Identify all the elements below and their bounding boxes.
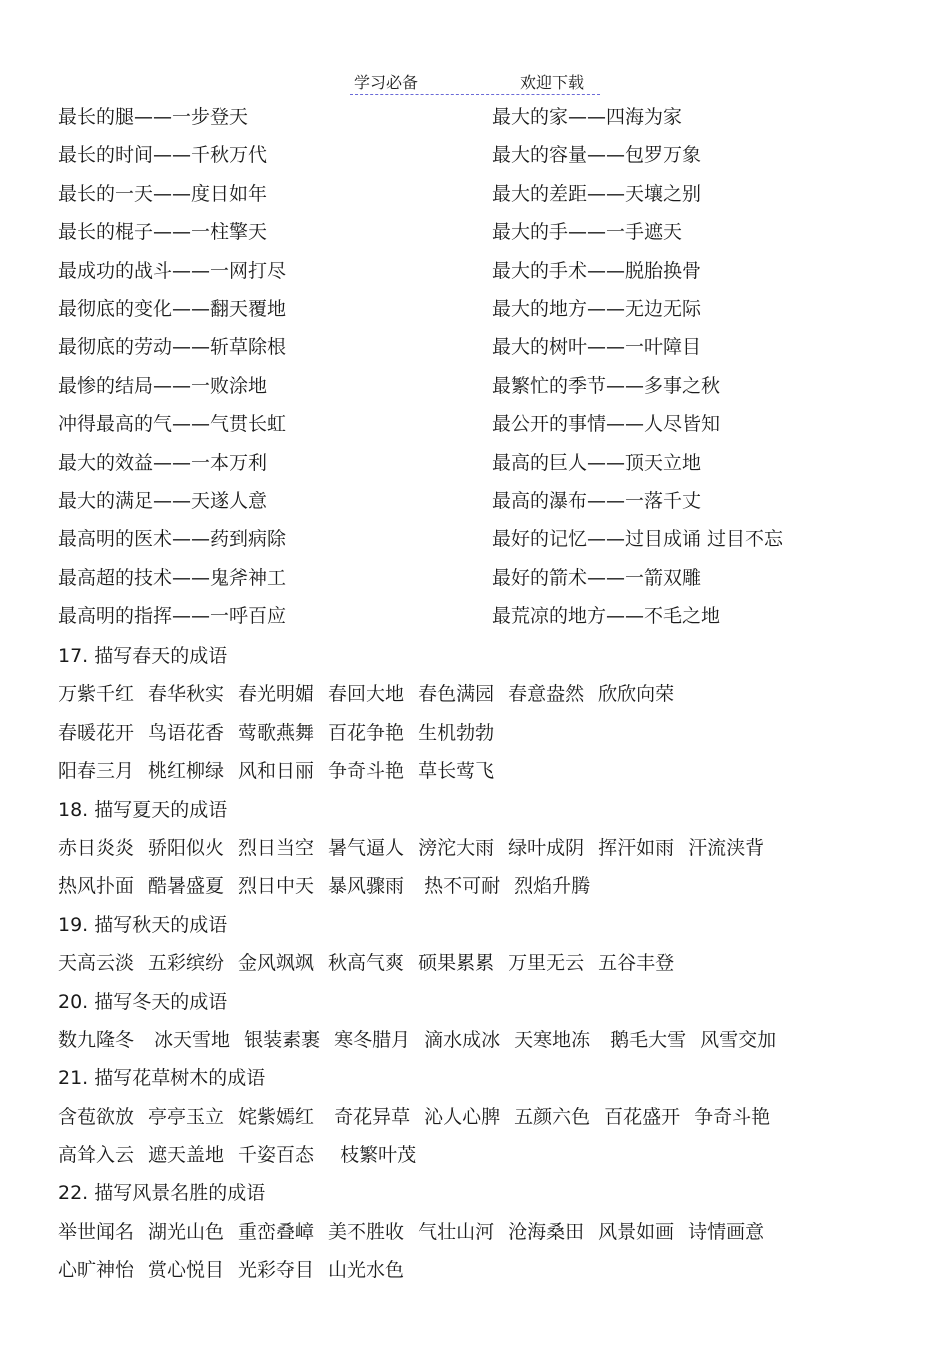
- pair-row: [58, 290, 918, 328]
- idiom: 春光明媚: [238, 683, 315, 706]
- pair-right: 最大的地方——无边无际: [492, 297, 702, 320]
- pair-right: 最大的差距——天壤之别: [492, 182, 702, 205]
- idiom: 滂沱大雨: [418, 836, 495, 859]
- pair-right: 最高的巨人——顶天立地: [492, 451, 702, 474]
- idiom-line: [58, 1213, 938, 1251]
- idiom: 含苞欲放: [58, 1105, 135, 1128]
- pair-left: 最大的效益——一本万利: [58, 451, 268, 474]
- idiom: 百花争艳: [328, 721, 405, 744]
- idiom: 烈焰升腾: [514, 875, 591, 898]
- idiom: 天高云淡: [58, 952, 135, 975]
- idiom: 五彩缤纷: [148, 952, 225, 975]
- pair-right: 最好的箭术——一箭双雕: [492, 566, 702, 589]
- idiom-line: [58, 1098, 938, 1136]
- idiom: 绿叶成阴: [508, 836, 585, 859]
- header-left-text: 学习必备: [354, 73, 419, 92]
- idiom: 湖光山色: [148, 1220, 225, 1243]
- section-title: 20. 描写冬天的成语: [58, 990, 228, 1013]
- section-title: 18. 描写夏天的成语: [58, 798, 228, 821]
- idiom: 风和日丽: [238, 760, 315, 783]
- idiom: 寒冬腊月: [334, 1028, 411, 1051]
- idiom: 五颜六色: [514, 1105, 591, 1128]
- pair-right: 最大的树叶——一叶障目: [492, 336, 702, 359]
- idiom: 春回大地: [328, 683, 405, 706]
- idiom: 气壮山河: [418, 1220, 495, 1243]
- pair-left: 最长的一天——度日如年: [58, 182, 268, 205]
- idiom: 千姿百态: [238, 1144, 315, 1167]
- pair-row: [58, 520, 918, 558]
- section-title: 22. 描写风景名胜的成语: [58, 1182, 266, 1205]
- pair-left: 最高超的技术——鬼斧神工: [58, 566, 287, 589]
- idiom: 草长莺飞: [418, 760, 495, 783]
- idiom-line: [58, 675, 938, 713]
- idiom-line: [58, 714, 938, 752]
- idiom-line: [58, 1136, 938, 1174]
- idiom: 举世闻名: [58, 1220, 135, 1243]
- idiom: 鹅毛大雪: [604, 1028, 687, 1051]
- idiom: 诗情画意: [688, 1220, 765, 1243]
- idiom: 阳春三月: [58, 760, 135, 783]
- idiom: 数九隆冬: [58, 1028, 135, 1051]
- header-right-text: 欢迎下载: [520, 73, 585, 92]
- idiom-line: [58, 829, 938, 867]
- pair-right: 最大的手术——脱胎换骨: [492, 259, 702, 282]
- idiom: 春华秋实: [148, 683, 225, 706]
- pair-left: 最高明的指挥——一呼百应: [58, 605, 287, 628]
- idiom: 万紫千红: [58, 683, 135, 706]
- idiom: 赤日炎炎: [58, 836, 135, 859]
- page-header: [350, 68, 600, 95]
- idiom: 冰天雪地: [148, 1028, 231, 1051]
- idiom: 万里无云: [508, 952, 585, 975]
- idiom: 春暖花开: [58, 721, 135, 744]
- pair-left: 冲得最高的气——气贯长虹: [58, 413, 287, 436]
- idiom: 骄阳似火: [148, 836, 225, 859]
- superlative-idiom-list: [58, 98, 918, 635]
- idiom: 光彩夺目: [238, 1259, 315, 1282]
- idiom: 桃红柳绿: [148, 760, 225, 783]
- idiom: 遮天盖地: [148, 1144, 225, 1167]
- section-title: 19. 描写秋天的成语: [58, 913, 228, 936]
- idiom: 百花盛开: [604, 1105, 681, 1128]
- section-title: 17. 描写春天的成语: [58, 645, 228, 667]
- pair-left: 最惨的结局——一败涂地: [58, 374, 268, 397]
- idiom: 生机勃勃: [418, 721, 495, 744]
- idiom: 酷暑盛夏: [148, 875, 225, 898]
- idiom: 争奇斗艳: [694, 1105, 771, 1128]
- idiom: 热不可耐: [418, 875, 501, 898]
- idiom: 汗流浃背: [688, 836, 765, 859]
- pair-left: 最大的满足——天遂人意: [58, 489, 268, 512]
- pair-right: 最大的容量——包罗万象: [492, 144, 702, 167]
- idiom-line: [58, 1021, 938, 1059]
- pair-right: 最大的家——四海为家: [492, 106, 683, 128]
- pair-row: [58, 252, 918, 290]
- pair-right: 最繁忙的季节——多事之秋: [492, 374, 721, 397]
- idiom-line: [58, 1251, 938, 1289]
- pair-right: 最公开的事情——人尽皆知: [492, 413, 721, 436]
- idiom-line: [58, 944, 938, 982]
- pair-row: [58, 328, 918, 366]
- idiom: 滴水成冰: [424, 1028, 501, 1051]
- idiom: 姹紫嫣红: [238, 1105, 315, 1128]
- idiom: 沁人心脾: [424, 1105, 501, 1128]
- idiom: 风雪交加: [700, 1028, 777, 1051]
- idiom-sections: [58, 637, 938, 1290]
- idiom: 五谷丰登: [598, 952, 675, 975]
- idiom: 烈日当空: [238, 836, 315, 859]
- idiom: 重峦叠嶂: [238, 1220, 315, 1243]
- idiom: 暴风骤雨: [328, 875, 405, 898]
- pair-row: [58, 98, 918, 136]
- idiom: 硕果累累: [418, 952, 495, 975]
- pair-row: [58, 559, 918, 597]
- idiom: 莺歌燕舞: [238, 721, 315, 744]
- idiom: 银装素裹: [244, 1028, 321, 1051]
- idiom: 高耸入云: [58, 1144, 135, 1167]
- pair-left: 最长的腿——一步登天: [58, 106, 249, 128]
- idiom: 挥汗如雨: [598, 836, 675, 859]
- pair-row: [58, 367, 918, 405]
- idiom: 暑气逼人: [328, 836, 405, 859]
- idiom: 金风飒飒: [238, 952, 315, 975]
- pair-left: 最长的棍子——一柱擎天: [58, 221, 268, 244]
- idiom: 美不胜收: [328, 1220, 405, 1243]
- idiom-line: [58, 752, 938, 790]
- pair-row: [58, 482, 918, 520]
- pair-left: 最高明的医术——药到病除: [58, 528, 287, 551]
- idiom: 争奇斗艳: [328, 760, 405, 783]
- idiom: 春意盎然: [508, 683, 585, 706]
- idiom: 心旷神怡: [58, 1259, 135, 1282]
- idiom: 鸟语花香: [148, 721, 225, 744]
- pair-row: [58, 444, 918, 482]
- idiom: 欣欣向荣: [598, 683, 675, 706]
- idiom: 秋高气爽: [328, 952, 405, 975]
- idiom: 风景如画: [598, 1220, 675, 1243]
- pair-row: [58, 213, 918, 251]
- idiom: 烈日中天: [238, 875, 315, 898]
- idiom: 枝繁叶茂: [328, 1144, 417, 1167]
- idiom: 亭亭玉立: [148, 1105, 225, 1128]
- idiom: 热风扑面: [58, 875, 135, 898]
- idiom: 春色满园: [418, 683, 495, 706]
- pair-left: 最彻底的变化——翻天覆地: [58, 297, 287, 320]
- idiom: 赏心悦目: [148, 1259, 225, 1282]
- pair-right: 最大的手——一手遮天: [492, 221, 683, 244]
- idiom: 山光水色: [328, 1259, 405, 1282]
- pair-right: 最高的瀑布——一落千丈: [492, 489, 702, 512]
- pair-row: [58, 597, 918, 635]
- pair-left: 最彻底的劳动——斩草除根: [58, 336, 287, 359]
- pair-row: [58, 405, 918, 443]
- pair-left: 最长的时间——千秋万代: [58, 144, 268, 167]
- idiom-line: [58, 867, 938, 905]
- idiom: 沧海桑田: [508, 1220, 585, 1243]
- pair-right: 最荒凉的地方——不毛之地: [492, 605, 721, 628]
- section-title: 21. 描写花草树木的成语: [58, 1067, 266, 1090]
- pair-right: 最好的记忆——过目成诵 过目不忘: [492, 528, 784, 551]
- pair-row: [58, 175, 918, 213]
- idiom: 奇花异草: [328, 1105, 411, 1128]
- pair-row: [58, 136, 918, 174]
- idiom: 天寒地冻: [514, 1028, 591, 1051]
- pair-left: 最成功的战斗——一网打尽: [58, 259, 287, 282]
